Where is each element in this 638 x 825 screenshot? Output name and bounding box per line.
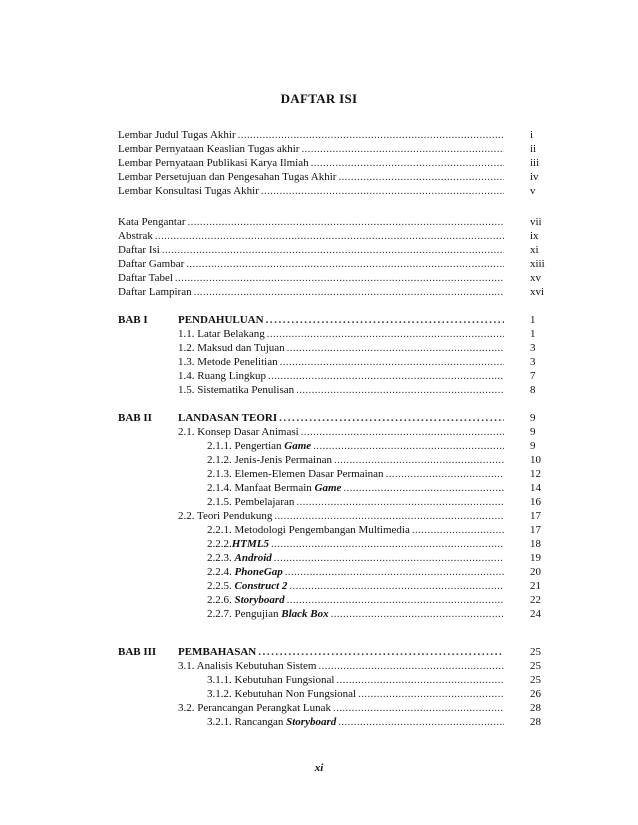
toc-entry [0,170,638,184]
entry-title: 2.1.3. Elemen-Elemen Dasar Permainan [207,468,384,480]
dot-leader [311,156,504,170]
toc-subentry [0,673,638,687]
page-ref: 10 [530,454,541,466]
page-ref: 16 [530,496,541,508]
entry-title: 1.3. Metode Penelitian [178,356,278,368]
page-ref: 24 [530,608,541,620]
toc-entry [0,271,638,285]
dot-leader [175,271,504,285]
toc-subentry [0,495,638,509]
toc-subentry [0,715,638,729]
toc-subentry [0,327,638,341]
toc-entry [0,128,638,142]
toc-subentry [0,341,638,355]
toc-entry [0,215,638,229]
dot-leader [155,229,504,243]
toc-entry [0,142,638,156]
chapter-label: BAB II [118,412,152,424]
dot-leader [268,369,504,383]
entry-title: 2.2.4. PhoneGap [207,566,283,578]
toc-subentry [0,383,638,397]
entry-title: Lembar Konsultasi Tugas Akhir [118,185,259,197]
page-ref: 14 [530,482,541,494]
page-ref: xiii [530,258,545,270]
dot-leader [318,659,504,673]
page-ref: 22 [530,594,541,606]
entry-title: 1.1. Latar Belakang [178,328,265,340]
entry-title: Lembar Judul Tugas Akhir [118,129,236,141]
page-ref: 1 [530,328,536,340]
dot-leader [336,673,504,687]
entry-title: 2.1.5. Pembelajaran [207,496,295,508]
dot-leader [162,243,504,257]
entry-title: 2.2.3. Android [207,552,272,564]
entry-title: 2.2.5. Construct 2 [207,580,288,592]
dot-leader [194,285,504,299]
dot-leader [274,551,504,565]
page-ref: iv [530,171,539,183]
toc-entry [0,243,638,257]
dot-leader [301,142,504,156]
page-ref: 1 [530,314,536,326]
dot-leader [331,607,504,621]
toc-entry [0,257,638,271]
entry-title: 2.2.2.HTML5 [207,538,270,550]
toc-subentry [0,551,638,565]
dot-leader [287,593,504,607]
toc-subentry [0,593,638,607]
dot-leader [334,453,504,467]
page-ref: xvi [530,286,545,298]
dot-leader [296,383,504,397]
entry-title: 2.1.4. Manfaat Bermain Game [207,482,342,494]
entry-title: Daftar Lampiran [118,286,192,298]
dot-leader [238,128,504,142]
chapter-heading [0,313,638,327]
page-ref: 17 [530,524,541,536]
dot-leader [287,341,504,355]
chapter-heading [0,411,638,425]
page-ref: xv [530,272,541,284]
page-ref: 3 [530,342,536,354]
page-ref: 8 [530,384,536,396]
dot-leader [261,184,504,198]
page-ref: vii [530,216,542,228]
page-ref: 20 [530,566,541,578]
entry-title: 2.2.6. Storyboard [207,594,285,606]
page-ref: 25 [530,646,541,658]
page-number: xi [314,762,324,774]
entry-title: Abstrak [118,230,153,242]
entry-title: Lembar Persetujuan dan Pengesahan Tugas Akhir [118,171,337,183]
entry-title: PENDAHULUAN [178,314,264,326]
entry-title: 3.1.2. Kebutuhan Non Fungsional [207,688,357,700]
dot-leader [279,411,504,425]
entry-title: 2.1.1. Pengertian Game [207,440,312,452]
dot-leader [289,579,504,593]
page-ref: 3 [530,356,536,368]
entry-title: 3.1. Analisis Kebutuhan Sistem [178,660,317,672]
page-ref: i [530,129,534,141]
toc-entry [0,285,638,299]
page-ref: 21 [530,580,541,592]
toc-subentry [0,509,638,523]
toc-subentry [0,537,638,551]
page-ref: 25 [530,674,541,686]
entry-title: Daftar Gambar [118,258,185,270]
page-ref: v [530,185,536,197]
dot-leader [186,257,504,271]
entry-title: PEMBAHASAN [178,646,257,658]
entry-title: 3.2. Perancangan Perangkat Lunak [178,702,332,714]
chapter-label: BAB I [118,314,148,326]
dot-leader [188,215,505,229]
page-ref: ix [530,230,539,242]
page-ref: 7 [530,370,536,382]
page-ref: 17 [530,510,541,522]
toc-entry [0,229,638,243]
toc-subentry [0,439,638,453]
dot-leader [271,537,504,551]
dot-leader [333,701,504,715]
page-ref: 9 [530,412,536,424]
toc-entry [0,184,638,198]
dot-leader [296,495,504,509]
entry-title: 3.2.1. Rancangan Storyboard [207,716,337,728]
toc-subentry [0,687,638,701]
dot-leader [301,425,504,439]
dot-leader [313,439,504,453]
entry-title: Lembar Pernyataan Keaslian Tugas akhir [118,143,300,155]
toc-subentry [0,565,638,579]
entry-title: Kata Pengantar [118,216,186,228]
dot-leader [338,715,504,729]
toc-entry [0,156,638,170]
entry-title: 2.2. Teori Pendukung [178,510,273,522]
dot-leader [285,565,504,579]
dot-leader [258,645,504,659]
dot-leader [266,313,504,327]
entry-title: LANDASAN TEORI [178,412,278,424]
entry-title: Daftar Tabel [118,272,173,284]
entry-title: 2.1.2. Jenis-Jenis Permainan [207,454,332,466]
page-ref: xi [530,244,539,256]
page-ref: 18 [530,538,541,550]
page-ref: 28 [530,716,541,728]
dot-leader [343,481,504,495]
page-ref: 19 [530,552,541,564]
chapter-label: BAB III [118,646,157,658]
entry-title: 2.2.1. Metodologi Pengembangan Multimedia [207,524,410,536]
toc-subentry [0,701,638,715]
entry-title: 2.2.7. Pengujian Black Box [207,608,329,620]
page-ref: 28 [530,702,541,714]
page-ref: 12 [530,468,541,480]
toc-subentry [0,355,638,369]
page-ref: 9 [530,426,536,438]
toc-subentry [0,369,638,383]
toc-subentry [0,659,638,673]
toc-subentry [0,481,638,495]
dot-leader [358,687,504,701]
dot-leader [280,355,504,369]
chapter-heading [0,645,638,659]
entry-title: 3.1.1. Kebutuhan Fungsional [207,674,335,686]
page-ref: 26 [530,688,541,700]
toc-subentry [0,607,638,621]
page-ref: iii [530,157,540,169]
dot-leader [412,523,504,537]
entry-title: Lembar Pernyataan Publikasi Karya Ilmiah [118,157,309,169]
entry-title: 1.5. Sistematika Penulisan [178,384,295,396]
dot-leader [338,170,504,184]
entry-title: 2.1. Konsep Dasar Animasi [178,426,299,438]
toc-subentry [0,467,638,481]
dot-leader [267,327,504,341]
toc-subentry [0,523,638,537]
entry-title: Daftar Isi [118,244,160,256]
toc-subentry [0,453,638,467]
page-ref: ii [530,143,537,155]
toc-subentry [0,579,638,593]
page-ref: 9 [530,440,536,452]
entry-title: 1.4. Ruang Lingkup [178,370,266,382]
dot-leader [274,509,504,523]
page-ref: 25 [530,660,541,672]
page-title: DAFTAR ISI [280,91,358,106]
dot-leader [386,467,504,481]
toc-subentry [0,425,638,439]
entry-title: 1.2. Maksud dan Tujuan [178,342,285,354]
